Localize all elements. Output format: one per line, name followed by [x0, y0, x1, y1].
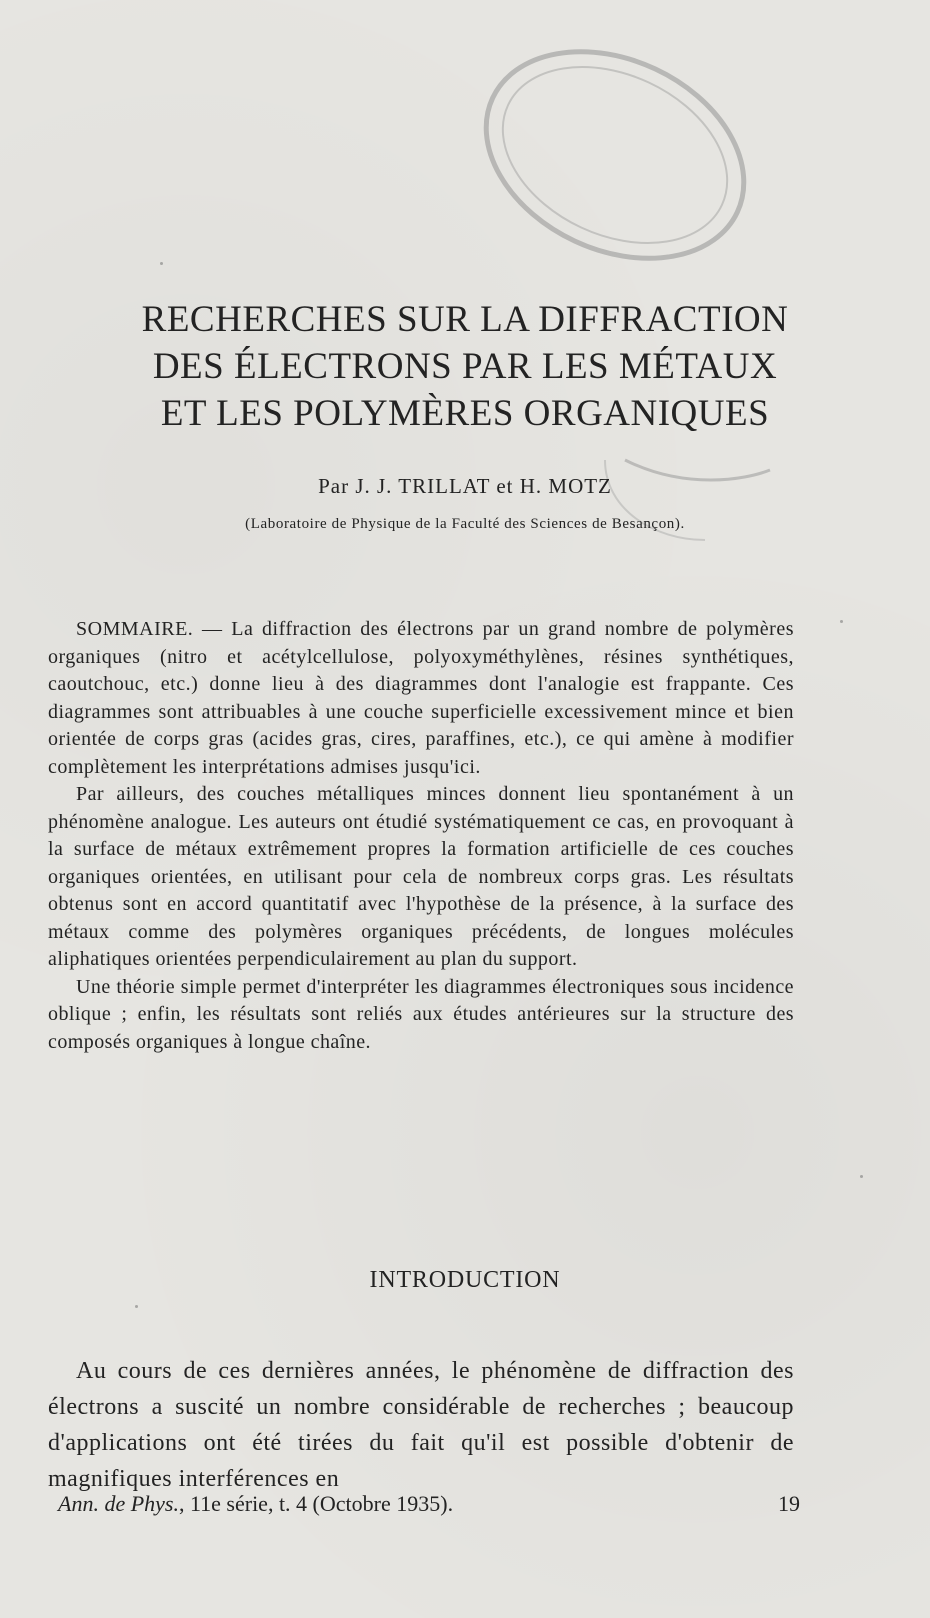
introduction-paragraph-1: Au cours de ces dernières années, le phénomène de diffraction des électrons a suscité un nombre considérable de recherches ; beaucoup d'applications ont été tirées du fait qu'il est possible d'obtenir de magnifiques interférences en [48, 1358, 794, 1492]
article-title [40, 296, 890, 437]
page-number: 19 [778, 1491, 800, 1516]
title-line-2: DES ÉLECTRONS PAR LES MÉTAUX [152, 346, 778, 387]
abstract [48, 616, 794, 1056]
introduction-body [48, 1353, 794, 1497]
title-line-1: RECHERCHES SUR LA DIFFRACTION [141, 299, 789, 340]
abstract-paragraph-2: Par ailleurs, des couches métalliques minces donnent lieu spontanément à un phénomène analogue. Les auteurs ont étudié systématiquement ce cas, en provoquant à la surface de métaux extrêmement propres la formation artificielle de ces couches organiques orientées, en utilisant pour cela de nombreux corps gras. Les résultats obtenus sont en accord quantitatif avec l'hypothèse de la présence, à la surface des métaux comme des polymères organiques précédents, de longues molécules aliphatiques orientées perpendiculairement au plan du support. [48, 783, 794, 970]
journal-name: Ann. de Phys. [58, 1491, 179, 1516]
affiliation-line: (Laboratoire de Physique de la Faculté des Sciences de Besançon). [245, 516, 685, 532]
abstract-paragraph-3: Une théorie simple permet d'interpréter les diagrammes électroniques sous incidence oblique ; enfin, les résultats sont reliés aux études antérieures sur la structure des composés organiques à longue chaîne. [48, 975, 794, 1053]
paper-speck [135, 1305, 138, 1308]
section-heading-introduction: INTRODUCTION [369, 1267, 561, 1293]
paper-speck [860, 1175, 863, 1178]
page-footer [58, 1491, 800, 1517]
authors-line: Par J. J. TRILLAT et H. MOTZ [318, 474, 612, 498]
paper-speck [160, 262, 163, 265]
journal-details: , 11e série, t. 4 (Octobre 1935). [178, 1491, 454, 1516]
title-line-3: ET LES POLYMÈRES ORGANIQUES [160, 393, 770, 434]
abstract-paragraph-1: SOMMAIRE. — La diffraction des électrons par un grand nombre de polymères organiques (nitro et acétylcellulose, polyoxyméthylènes, résines synthétiques, caoutchouc, etc.) donne lieu à des diagrammes dont l'analogie est frappante. Ces diagrammes sont attribuables à une couche superficielle excessivement mince et bien orientée de corps gras (acides gras, cires, paraffines, etc.), ce qui amène à modifier complètement les interprétations admises jusqu'ici. [48, 618, 794, 778]
paper-speck [840, 620, 843, 623]
